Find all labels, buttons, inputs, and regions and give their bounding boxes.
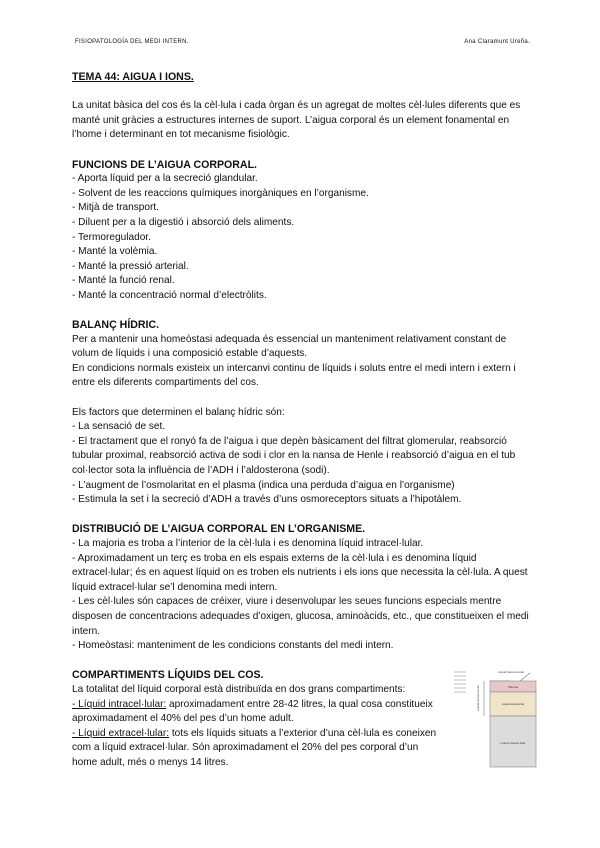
list-item: - Estimula la set i la secreció d’ADH a través d’uns osmoreceptors situats a l’hipotàlem. <box>72 494 462 506</box>
list-item: - Aporta líquid per a la secreció glandular. <box>72 173 258 185</box>
list-item: - Manté la concentració normal d’electròlits. <box>72 289 267 301</box>
extracellular-side-label: Líquid extracel·lular <box>476 684 480 711</box>
intracellular-label-diagram: Líquid intracel·lular <box>500 741 526 745</box>
list-item: - Manté la volèmia. <box>72 246 158 258</box>
compartiments-heading: COMPARTIMENTS LÍQUIDS DEL COS. <box>72 669 264 682</box>
list-item: - Homeòstasi: manteniment de les condicions constants del medi intern. <box>72 640 394 652</box>
page-title: TEMA 44: AIGUA I IONS. <box>72 71 194 83</box>
balanc-paragraph-3: Els factors que determinen el balanç hídric són: <box>72 406 285 418</box>
list-item: - El tractament que el ronyó fa de l’aigua i que depèn bàsicament del filtrat glomerular, reabsorció tubular proximal, reabsorció activa de sodi i clor en la nansa de Henle i reabsorció d’aigua en el tub col·lector sota la influència de l’ADH i l’aldosterona (sodi). <box>72 435 516 477</box>
plasma-label: Plasma <box>507 685 519 689</box>
document-body <box>72 70 530 771</box>
list-item: - Aproximadament un terç es troba en els espais externs de la cèl·lula i es denomina líquid extracel·lular; és en aquest líquid on es troben els nutrients i els ions que necessita la cèl·lula. A quest líquid extracel·lular se’l denomina medi intern. <box>72 552 528 593</box>
list-item: - La majoria es troba a l’interior de la cèl·lula i es denomina líquid intracel·lular. <box>72 538 424 549</box>
extracellular-label: - Líquid extracel·lular: <box>72 727 170 739</box>
list-item: - Diluent per a la digestió i absorció dels aliments. <box>72 216 295 228</box>
interstitial-label: Líquid intersticial <box>501 702 525 706</box>
list-item <box>72 727 442 771</box>
list-item: - Mitjà de transport. <box>72 202 159 214</box>
header-right: Ana Claramunt Ureña. <box>464 39 530 45</box>
balanc-heading: BALANÇ HÍDRIC. <box>72 319 160 332</box>
intracellular-label: - Líquid intracel·lular: <box>72 698 167 710</box>
list-item: - Manté la funció renal. <box>72 275 175 287</box>
diagram-legend-lines <box>454 672 466 692</box>
balanc-paragraph-2: En condicions normals existeix un intercanvi continu de líquids i soluts entre el medi intern i extern i entre els diferents compartiments del cos. <box>72 362 516 389</box>
intro-paragraph: La unitat bàsica del cos és la cèl·lula i cada òrgan és un agregat de moltes cèl·lules diferents que es manté unit gràcies a estructures internes de suport. L’aigua corporal és un element fonamental en l’home i determinant en tot mecanisme fisiològic. <box>72 100 521 141</box>
list-item: - Manté la pressió arterial. <box>72 260 189 272</box>
list-item <box>72 698 442 727</box>
header-left: FISIOPATOLOGÍA DEL MEDI INTERN. <box>75 39 189 45</box>
body-fluid-compartments-diagram <box>452 667 544 769</box>
list-item: - L’augment de l’osmolaritat en el plasma (indica una perduda d’aigua en l’organisme) <box>72 479 455 491</box>
funcions-heading: FUNCIONS DE L’AIGUA CORPORAL. <box>72 158 258 171</box>
list-item: - Solvent de les reaccions químiques inorgàniques en l’organisme. <box>72 187 369 199</box>
list-item: - Les cèl·lules són capaces de créixer, viure i desenvolupar les seues funcions especials mentre disposen de concentracions adequades d’oxigen, glucosa, aminoàcids, etc., que constitueixen el medi intern. <box>72 596 529 637</box>
diagram-arrow <box>520 673 530 681</box>
compartiments-paragraph: La totalitat del líquid corporal està distribuïda en dos grans compartiments: <box>72 683 406 695</box>
list-item: - La sensació de set. <box>72 421 166 433</box>
distribucio-heading: DISTRIBUCIÓ DE L’AIGUA CORPORAL EN L’ORGANISME. <box>72 523 366 536</box>
balanc-paragraph-1: Per a mantenir una homeòstasi adequada és essencial un manteniment relativament constant de volum de líquids i una composició estable d’aquests. <box>72 333 507 360</box>
diagram-top-label: Líquid transcel·lular <box>498 670 525 674</box>
extracellular-text: tots els líquids situats a l’exterior d’una cèl·lula es coneixen com a líquid extracel·lular. Són aproximadament el 20% del pes corporal d’un home adult, més o menys 14 litres. <box>72 727 437 768</box>
list-item: - Termoregulador. <box>72 231 151 243</box>
intracellular-text: aproximadament entre 28-42 litres, la qual cosa constitueix aproximadament el 40% del pes d’un home adult. <box>72 698 433 725</box>
